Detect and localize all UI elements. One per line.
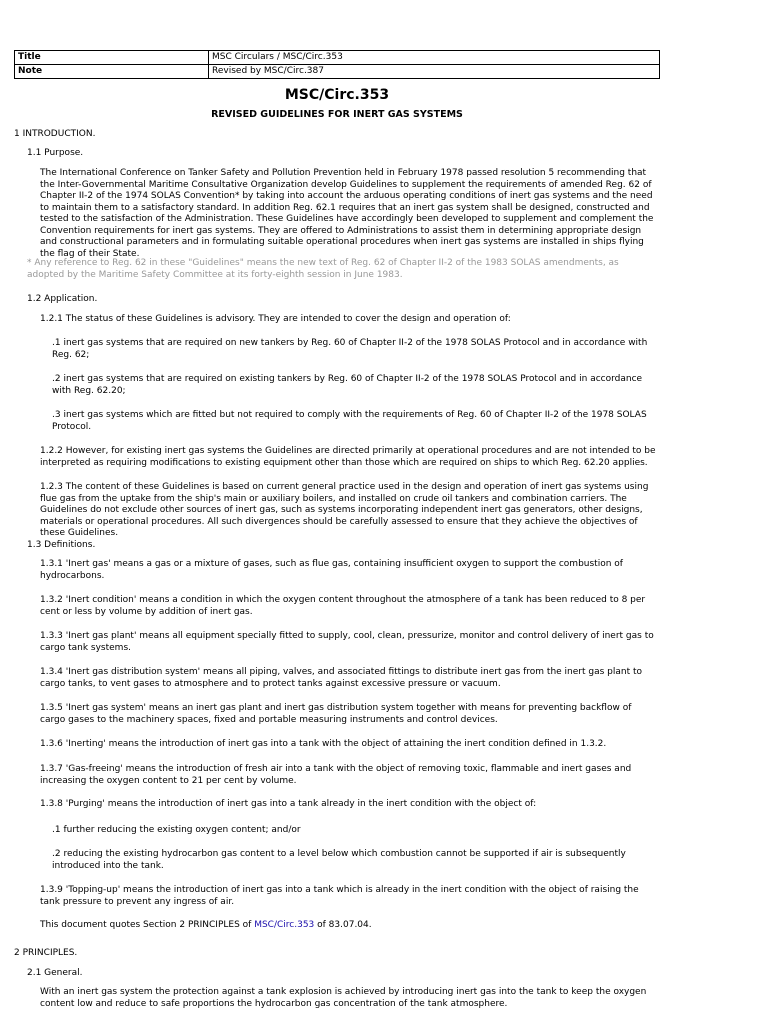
definition: 1.3.4 'Inert gas distribution system' means all piping, valves, and associated fittings to distribute inert gas from the inert gas plant to cargo tanks, to vent gases to atmosphere and to protect tanks against excessive pressure or vacuum. <box>40 667 643 689</box>
metadata-row-note <box>15 65 660 79</box>
paragraph: 1.2.1 The status of these Guidelines is advisory. They are intended to cover the design and operation of: <box>40 314 511 324</box>
metadata-row-title <box>15 51 660 65</box>
list-item: .1 inert gas systems that are required on new tankers by Reg. 60 of Chapter II-2 of the 1978 SOLAS Protocol and in accordance with Reg. 62; <box>52 338 648 360</box>
definition: 1.3.8 'Purging' means the introduction of inert gas into a tank already in the inert condition with the object of: <box>40 799 537 809</box>
paragraph: 1.2.3 The content of these Guidelines is based on current general practice used in the design and operation of inert gas systems using flue gas from the uptake from the ship's main or auxiliary boilers, and installed on crude oil tankers and combination carriers. The Guidelines do not exclude other sources of inert gas, such as systems incorporating independent inert gas generators, other designs, materials or operational procedures. All such divergences should be carefully assessed to ensure that they achieve the objectives of these Guidelines. <box>40 482 649 538</box>
subsection-heading: 1.2 Application. <box>27 294 98 304</box>
metadata-key: Note <box>15 65 209 79</box>
definition: 1.3.7 'Gas-freeing' means the introduction of fresh air into a tank with the object of removing toxic, flammable and inert gases and increasing the oxygen content to 21 per cent by volume. <box>40 764 632 786</box>
msc-circ-353-link[interactable]: MSC/Circ.353 <box>254 920 315 930</box>
paragraph: The International Conference on Tanker Safety and Pollution Prevention held in February 1978 passed resolution 5 recommending that the Inter-Governmental Maritime Consultative Organization develop Guidelines to supplement the requirements of amended Reg. 62 of Chapter II-2 of the 1974 SOLAS Convention* by taking into account the arduous operating conditions of inert gas systems and the need to maintain them to a satisfactory standard. In addition Reg. 62.1 requires that an inert gas system shall be designed, constructed and tested to the satisfaction of the Administration. These Guidelines have accordingly been developed to supplement and complement the Convention requirements for inert gas systems. They are offered to Administrations to assist them in determining appropriate design and constructional parameters and in formulating suitable operational procedures when inert gas systems are installed in ships flying the flag of their State. <box>40 168 654 259</box>
definition: 1.3.2 'Inert condition' means a condition in which the oxygen content throughout the atmosphere of a tank has been reduced to 8 per cent or less by volume by addition of inert gas. <box>40 595 646 617</box>
quote-text-pre: This document quotes Section 2 PRINCIPLES of <box>40 920 255 930</box>
paragraph: With an inert gas system the protection against a tank explosion is achieved by introducing inert gas into the tank to keep the oxygen content low and reduce to safe proportions the hydrocarbon gas concentration of the tank atmosphere. <box>40 987 647 1009</box>
subsection-heading: 1.1 Purpose. <box>27 148 84 158</box>
list-item: .2 reducing the existing hydrocarbon gas content to a level below which combustion cannot be supported if air is subsequently introduced into the tank. <box>52 849 626 871</box>
metadata-table <box>14 50 660 79</box>
definition: 1.3.1 'Inert gas' means a gas or a mixture of gases, such as flue gas, containing insufficient oxygen to support the combustion of hydrocarbons. <box>40 559 623 581</box>
section-heading: 1 INTRODUCTION. <box>14 129 96 139</box>
paragraph: 1.2.2 However, for existing inert gas systems the Guidelines are directed primarily at operational procedures and are not intended to be interpreted as requiring modifications to existing equipment other than those which are required on ships to which Reg. 62.20 applies. <box>40 446 656 468</box>
quote-note <box>40 920 658 932</box>
document-title: MSC/Circ.353 <box>284 87 390 103</box>
list-item: .3 inert gas systems which are fitted but not required to comply with the requirements of Reg. 60 of Chapter II-2 of the 1978 SOLAS Protocol. <box>52 410 647 432</box>
definition: 1.3.3 'Inert gas plant' means all equipment specially fitted to supply, cool, clean, pressurize, monitor and control delivery of inert gas to cargo tank systems. <box>40 631 654 653</box>
subsection-heading: 1.3 Definitions. <box>27 540 96 550</box>
list-item: .1 further reducing the existing oxygen content; and/or <box>52 825 301 835</box>
metadata-key: Title <box>15 51 209 65</box>
section-heading: 2 PRINCIPLES. <box>14 948 78 958</box>
metadata-value: Revised by MSC/Circ.387 <box>209 65 660 79</box>
metadata-value: MSC Circulars / MSC/Circ.353 <box>209 51 660 65</box>
subsection-heading: 2.1 General. <box>27 968 83 978</box>
footnote: * Any reference to Reg. 62 in these "Guidelines" means the new text of Reg. 62 of Chapter II-2 of the 1983 SOLAS amendments, as adopted by the Maritime Safety Committee at its forty-eighth session in June 1983. <box>27 258 619 280</box>
definition: 1.3.5 'Inert gas system' means an inert gas plant and inert gas distribution system together with means for preventing backflow of cargo gases to the machinery spaces, fixed and portable measuring instruments and control devices. <box>40 703 632 725</box>
document-subtitle: REVISED GUIDELINES FOR INERT GAS SYSTEMS <box>211 109 463 120</box>
list-item: .2 inert gas systems that are required on existing tankers by Reg. 60 of Chapter II-2 of the 1978 SOLAS Protocol and in accordance with Reg. 62.20; <box>52 374 643 396</box>
quote-text-post: of 83.07.04. <box>314 920 372 930</box>
definition: 1.3.9 'Topping-up' means the introduction of inert gas into a tank which is already in the inert condition with the object of raising the tank pressure to prevent any ingress of air. <box>40 885 639 907</box>
definition: 1.3.6 'Inerting' means the introduction of inert gas into a tank with the object of attaining the inert condition defined in 1.3.2. <box>40 739 607 749</box>
